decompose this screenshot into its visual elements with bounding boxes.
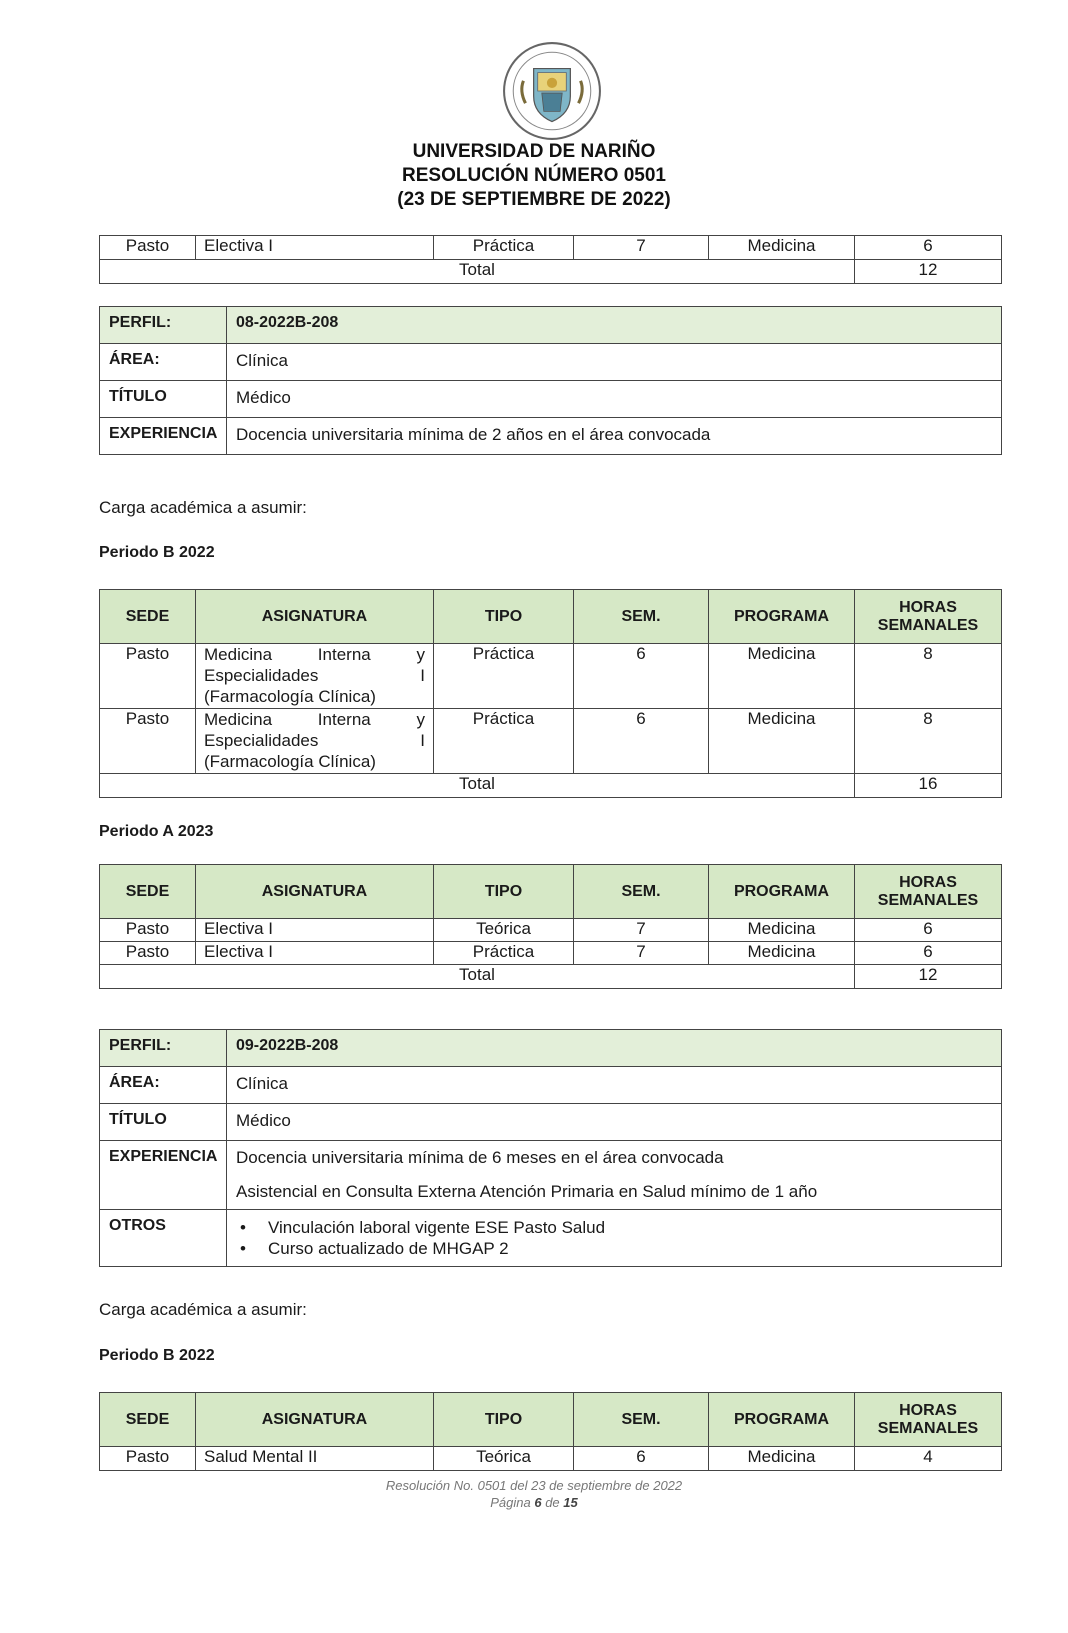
cell-sede: Pasto bbox=[100, 919, 196, 942]
profile-row bbox=[100, 1067, 1002, 1104]
table-row bbox=[100, 236, 1002, 260]
footer-page bbox=[0, 1494, 1068, 1511]
perfil-label: PERFIL: bbox=[100, 1030, 227, 1067]
cell-sem: 6 bbox=[574, 1447, 709, 1471]
cell-asignatura bbox=[196, 644, 434, 709]
cell-tipo: Práctica bbox=[434, 942, 574, 965]
profile-row bbox=[100, 1141, 1002, 1210]
cell-programa: Medicina bbox=[709, 942, 855, 965]
total-row bbox=[100, 260, 1002, 284]
col-tipo: TIPO bbox=[434, 590, 574, 644]
asig-line: (Farmacología Clínica) bbox=[204, 752, 376, 771]
cell-horas: 6 bbox=[855, 919, 1002, 942]
cell-sem: 6 bbox=[574, 644, 709, 709]
cell-asignatura: Electiva I bbox=[196, 919, 434, 942]
experiencia-value bbox=[227, 1141, 1002, 1210]
col-horas-line1: HORAS bbox=[899, 598, 957, 616]
col-horas bbox=[855, 1393, 1002, 1447]
cell-tipo: Teórica bbox=[434, 1447, 574, 1471]
col-sede: SEDE bbox=[100, 1393, 196, 1447]
area-value: Clínica bbox=[227, 1067, 1002, 1104]
profile-row bbox=[100, 418, 1002, 455]
asig-line: Especialidades I bbox=[204, 731, 425, 750]
total-value: 16 bbox=[855, 774, 1002, 798]
table-row bbox=[100, 1447, 1002, 1471]
university-seal-icon bbox=[501, 40, 603, 142]
page-footer bbox=[0, 1477, 1068, 1511]
list-item: • Curso actualizado de MHGAP 2 bbox=[260, 1238, 992, 1259]
carga-heading: Carga académica a asumir: bbox=[99, 1300, 307, 1319]
total-label: Total bbox=[100, 965, 855, 989]
table-row bbox=[100, 919, 1002, 942]
cell-sem: 7 bbox=[574, 919, 709, 942]
col-sem: SEM. bbox=[574, 1393, 709, 1447]
col-sem: SEM. bbox=[574, 590, 709, 644]
col-sede: SEDE bbox=[100, 865, 196, 919]
table-header-row bbox=[100, 1393, 1002, 1447]
cell-sem: 7 bbox=[574, 236, 709, 260]
otros-label: OTROS bbox=[100, 1210, 227, 1267]
col-horas-line2: SEMANALES bbox=[877, 1419, 979, 1437]
document-header bbox=[0, 140, 1068, 212]
col-asignatura: ASIGNATURA bbox=[196, 865, 434, 919]
total-label: Total bbox=[100, 260, 855, 284]
cell-programa: Medicina bbox=[709, 919, 855, 942]
continued-table bbox=[99, 235, 1002, 284]
titulo-label: TÍTULO bbox=[100, 381, 227, 418]
cell-sede: Pasto bbox=[100, 236, 196, 260]
profile-row bbox=[100, 307, 1002, 344]
experiencia-line: Asistencial en Consulta Externa Atención Primaria en Salud mínimo de 1 año bbox=[236, 1182, 818, 1201]
otros-value bbox=[227, 1210, 1002, 1267]
table-header-row bbox=[100, 865, 1002, 919]
table-header-row bbox=[100, 590, 1002, 644]
periodo-heading: Periodo B 2022 bbox=[99, 544, 215, 561]
perfil-label: PERFIL: bbox=[100, 307, 227, 344]
profile-row bbox=[100, 381, 1002, 418]
schedule-table-b2022 bbox=[99, 589, 1002, 798]
profile-row bbox=[100, 344, 1002, 381]
col-horas-line2: SEMANALES bbox=[877, 891, 979, 909]
total-label: Total bbox=[100, 774, 855, 798]
table-row bbox=[100, 644, 1002, 709]
cell-programa: Medicina bbox=[709, 236, 855, 260]
schedule-table-b2022-2 bbox=[99, 1392, 1002, 1471]
cell-sede: Pasto bbox=[100, 709, 196, 774]
area-label: ÁREA: bbox=[100, 344, 227, 381]
footer-page-total: 15 bbox=[563, 1495, 578, 1510]
profile-row bbox=[100, 1210, 1002, 1267]
titulo-value: Médico bbox=[227, 1104, 1002, 1141]
cell-programa: Medicina bbox=[709, 644, 855, 709]
col-asignatura: ASIGNATURA bbox=[196, 1393, 434, 1447]
cell-sede: Pasto bbox=[100, 942, 196, 965]
footer-page-word: Página bbox=[490, 1495, 531, 1510]
profile-table-2 bbox=[99, 1029, 1002, 1267]
titulo-value: Médico bbox=[227, 381, 1002, 418]
cell-tipo: Práctica bbox=[434, 709, 574, 774]
col-tipo: TIPO bbox=[434, 1393, 574, 1447]
col-horas-line1: HORAS bbox=[899, 873, 957, 891]
experiencia-label: EXPERIENCIA bbox=[100, 1141, 227, 1210]
col-horas bbox=[855, 590, 1002, 644]
cell-asignatura bbox=[196, 709, 434, 774]
col-programa: PROGRAMA bbox=[709, 865, 855, 919]
perfil-code: 09-2022B-208 bbox=[227, 1030, 1002, 1067]
col-asignatura: ASIGNATURA bbox=[196, 590, 434, 644]
col-horas-line2: SEMANALES bbox=[877, 616, 979, 634]
profile-table-1 bbox=[99, 306, 1002, 455]
cell-asignatura: Electiva I bbox=[196, 236, 434, 260]
profile-row bbox=[100, 1030, 1002, 1067]
cell-asignatura: Electiva I bbox=[196, 942, 434, 965]
cell-horas: 4 bbox=[855, 1447, 1002, 1471]
area-value: Clínica bbox=[227, 344, 1002, 381]
list-item: • Vinculación laboral vigente ESE Pasto Salud bbox=[260, 1217, 992, 1238]
titulo-label: TÍTULO bbox=[100, 1104, 227, 1141]
profile-row bbox=[100, 1104, 1002, 1141]
total-row bbox=[100, 774, 1002, 798]
cell-programa: Medicina bbox=[709, 709, 855, 774]
col-tipo: TIPO bbox=[434, 865, 574, 919]
periodo-heading: Periodo B 2022 bbox=[99, 1347, 215, 1364]
perfil-code: 08-2022B-208 bbox=[227, 307, 1002, 344]
experiencia-value: Docencia universitaria mínima de 2 años en el área convocada bbox=[227, 418, 1002, 455]
cell-tipo: Práctica bbox=[434, 236, 574, 260]
otros-list bbox=[236, 1217, 992, 1259]
resolution-number: RESOLUCIÓN NÚMERO 0501 bbox=[402, 165, 666, 186]
cell-sede: Pasto bbox=[100, 644, 196, 709]
col-sede: SEDE bbox=[100, 590, 196, 644]
col-sem: SEM. bbox=[574, 865, 709, 919]
periodo-heading: Periodo A 2023 bbox=[99, 823, 214, 840]
area-label: ÁREA: bbox=[100, 1067, 227, 1104]
schedule-table-a2023 bbox=[99, 864, 1002, 989]
cell-asignatura: Salud Mental II bbox=[196, 1447, 434, 1471]
footer-resolution bbox=[0, 1477, 1068, 1494]
table-row bbox=[100, 942, 1002, 965]
cell-horas: 6 bbox=[855, 942, 1002, 965]
university-title: UNIVERSIDAD DE NARIÑO bbox=[412, 141, 656, 162]
col-programa: PROGRAMA bbox=[709, 1393, 855, 1447]
footer-page-number: 6 bbox=[534, 1495, 542, 1510]
cell-sem: 6 bbox=[574, 709, 709, 774]
asig-line: (Farmacología Clínica) bbox=[204, 687, 376, 706]
asig-line: Medicina Interna y bbox=[204, 645, 425, 664]
col-horas bbox=[855, 865, 1002, 919]
cell-horas: 8 bbox=[855, 644, 1002, 709]
cell-tipo: Teórica bbox=[434, 919, 574, 942]
asig-line: Especialidades I bbox=[204, 666, 425, 685]
col-programa: PROGRAMA bbox=[709, 590, 855, 644]
footer-resolution-post: 0501 del 23 de septiembre de 2022 bbox=[473, 1478, 683, 1493]
cell-tipo: Práctica bbox=[434, 644, 574, 709]
cell-sede: Pasto bbox=[100, 1447, 196, 1471]
cell-sem: 7 bbox=[574, 942, 709, 965]
table-row bbox=[100, 709, 1002, 774]
footer-of-word: de bbox=[545, 1495, 560, 1510]
total-row bbox=[100, 965, 1002, 989]
cell-horas: 8 bbox=[855, 709, 1002, 774]
footer-resolution-pre: Resolución No. bbox=[385, 1478, 474, 1493]
cell-programa: Medicina bbox=[709, 1447, 855, 1471]
carga-heading: Carga académica a asumir: bbox=[99, 498, 307, 517]
col-horas-line1: HORAS bbox=[899, 1401, 957, 1419]
total-value: 12 bbox=[855, 965, 1002, 989]
resolution-date: (23 DE SEPTIEMBRE DE 2022) bbox=[397, 189, 671, 210]
cell-horas: 6 bbox=[855, 236, 1002, 260]
experiencia-label: EXPERIENCIA bbox=[100, 418, 227, 455]
asig-line: Medicina Interna y bbox=[204, 710, 425, 729]
experiencia-line: Docencia universitaria mínima de 6 meses en el área convocada bbox=[236, 1148, 724, 1167]
total-value: 12 bbox=[855, 260, 1002, 284]
